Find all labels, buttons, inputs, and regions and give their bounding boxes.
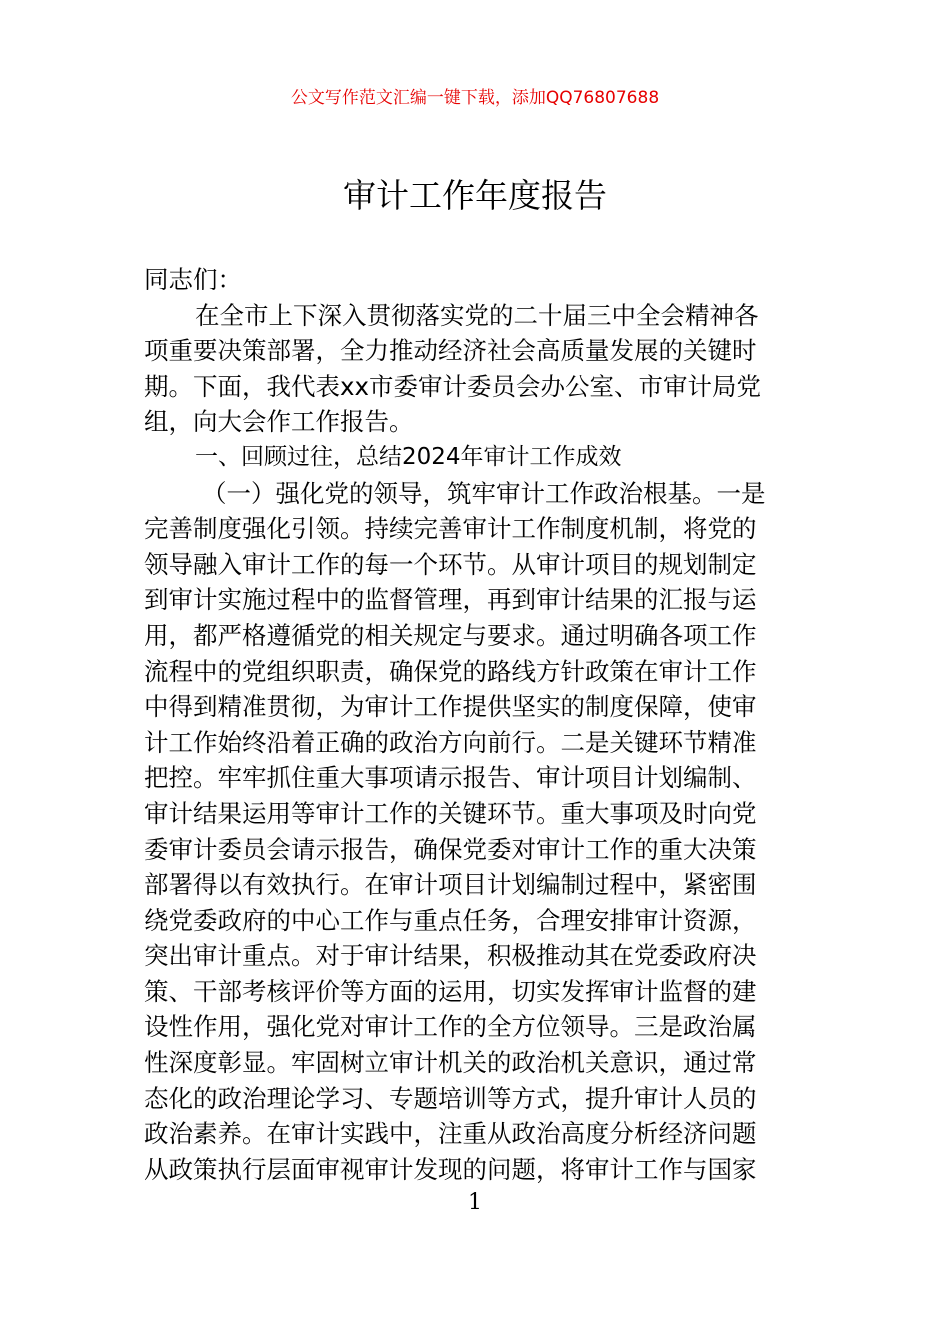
paragraph-line: 在全市上下深入贯彻落实党的二十届三中全会精神各 bbox=[195, 300, 759, 330]
paragraph-line: 部署得以有效执行。在审计项目计划编制过程中，紧密围 bbox=[144, 870, 757, 900]
paragraph-line: 流程中的党组织职责，确保党的路线方针政策在审计工作 bbox=[144, 656, 757, 686]
paragraph-line: 策、干部考核评价等方面的运用，切实发挥审计监督的建 bbox=[144, 976, 757, 1006]
paragraph-line: 政治素养。在审计实践中，注重从政治高度分析经济问题 bbox=[144, 1119, 757, 1149]
paragraph-line: 领导融入审计工作的每一个环节。从审计项目的规划制定 bbox=[144, 549, 757, 579]
paragraph-line: 期。下面，我代表xx市委审计委员会办公室、市审计局党 bbox=[144, 371, 761, 401]
paragraph-line: （一）强化党的领导，筑牢审计工作政治根基。一是 bbox=[202, 478, 766, 508]
paragraph-line: 委审计委员会请示报告，确保党委对审计工作的重大决策 bbox=[144, 834, 757, 864]
document-title: 审计工作年度报告 bbox=[343, 176, 607, 215]
paragraph-line: 项重要决策部署，全力推动经济社会高质量发展的关键时 bbox=[144, 336, 757, 366]
paragraph-line: 到审计实施过程中的监督管理，再到审计结果的汇报与运 bbox=[144, 585, 757, 615]
paragraph-line: 完善制度强化引领。持续完善审计工作制度机制，将党的 bbox=[144, 514, 757, 544]
salutation: 同志们： bbox=[144, 265, 242, 294]
paragraph-line: 用，都严格遵循党的相关规定与要求。通过明确各项工作 bbox=[144, 620, 757, 650]
paragraph-line: 设性作用，强化党对审计工作的全方位领导。三是政治属 bbox=[144, 1012, 757, 1042]
paragraph-line: 绕党委政府的中心工作与重点任务，合理安排审计资源， bbox=[144, 905, 757, 935]
paragraph-line: 计工作始终沿着正确的政治方向前行。二是关键环节精准 bbox=[144, 727, 757, 757]
paragraph-line: 审计结果运用等审计工作的关键环节。重大事项及时向党 bbox=[144, 798, 757, 828]
paragraph-line: 把控。牢牢抓住重大事项请示报告、审计项目计划编制、 bbox=[144, 763, 757, 793]
paragraph-line: 性深度彰显。牢固树立审计机关的政治机关意识，通过常 bbox=[144, 1048, 757, 1078]
page-number: 1 bbox=[468, 1190, 482, 1215]
download-notice: 公文写作范文汇编一键下载，添加QQ76807688 bbox=[290, 88, 660, 108]
paragraph-line: 从政策执行层面审视审计发现的问题，将审计工作与国家 bbox=[144, 1154, 757, 1184]
paragraph-line: 组，向大会作工作报告。 bbox=[144, 407, 414, 437]
document-body bbox=[144, 262, 824, 1187]
paragraph-line: 突出审计重点。对于审计结果，积极推动其在党委政府决 bbox=[144, 941, 757, 971]
paragraph-line: 中得到精准贯彻，为审计工作提供坚实的制度保障，使审 bbox=[144, 692, 757, 722]
section-heading: 一、回顾过往，总结2024年审计工作成效 bbox=[195, 443, 622, 470]
paragraph-line: 态化的政治理论学习、专题培训等方式，提升审计人员的 bbox=[144, 1083, 757, 1113]
